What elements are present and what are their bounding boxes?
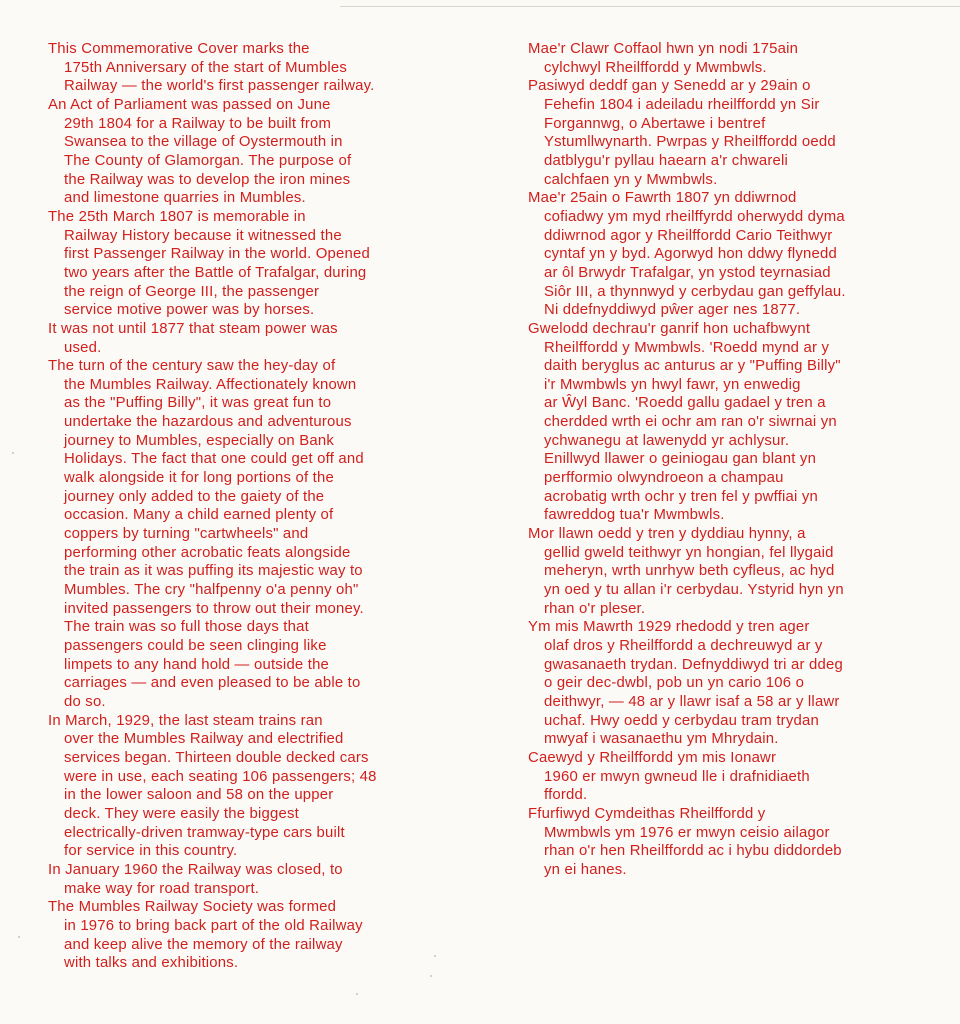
paper-speck	[356, 993, 358, 995]
english-paragraph: The 25th March 1807 is memorable in Railway History because it witnessed the first Passenger Railway in the world. Opened two years after the Battle of Trafalgar, during the reign of George III, the passenger service motive power was by horses.	[48, 208, 370, 319]
english-paragraph: In March, 1929, the last steam trains ran over the Mumbles Railway and electrified services began. Thirteen double decked cars were in use, each seating 106 passengers; 48 in the lower saloon and 58 on the upper deck. They were easily the biggest electrically-driven tramway-type cars built for service in this country.	[48, 712, 377, 860]
paper-speck	[18, 936, 20, 938]
english-paragraph: In January 1960 the Railway was closed, to make way for road transport.	[48, 861, 343, 897]
welsh-paragraph: Ym mis Mawrth 1929 rhedodd y tren ager olaf dros y Rheilffordd a dechreuwyd ar y gwasanaeth trydan. Defnyddiwyd tri ar ddeg o geir dec-dwbl, pob un yn cario 106 o deithwyr, — 48 ar y llawr isaf a 58 ar y llawr uchaf. Hwy oedd y cerbydau tram trydan mwyaf i wasanaethu ym Mhrydain.	[528, 619, 843, 748]
welsh-paragraph: Gwelodd dechrau'r ganrif hon uchafbwynt Rheilffordd y Mwmbwls. 'Roedd mynd ar y daith beryglus ac anturus ar y "Puffing Billy" i'r Mwmbwls yn hwyl fawr, yn enwedig ar Ŵyl Banc. 'Roedd gallu gadael y tren a cherdded wrth ei ochr am ran o'r siwrnai yn ychwanegu at lawenydd yr achlysur. Enillwyd llawer o geiniogau gan blant yn perfformio olwyndroeon a champau acrobatig wrth ochr y tren fel y pwffiai yn fawreddog tua'r Mwmbwls.	[528, 320, 841, 524]
paper-speck	[430, 975, 432, 977]
welsh-paragraph: Mae'r 25ain o Fawrth 1807 yn ddiwrnod cofiadwy ym myd rheilffyrdd oherwydd dyma ddiwrnod agor y Rheilffordd Cario Teithwyr cyntaf yn y byd. Agorwyd hon ddwy flynedd ar ôl Brwydr Trafalgar, yn ystod teyrnasiad Siôr III, a thynnwyd y cerbydau gan geffylau. Ni ddefnyddiwyd pŵer ager nes 1877.	[528, 190, 846, 319]
paper-speck	[12, 452, 14, 454]
welsh-paragraph: Ffurfiwyd Cymdeithas Rheilffordd y Mwmbwls ym 1976 er mwyn ceisio ailagor rhan o'r hen Rheilffordd ac i hybu diddordeb yn ei hanes.	[528, 805, 842, 878]
english-paragraph: It was not until 1877 that steam power was used.	[48, 320, 338, 356]
english-paragraph: The turn of the century saw the hey-day of the Mumbles Railway. Affectionately known as the "Puffing Billy", it was great fun to undertake the hazardous and adventurous journey to Mumbles, especially on Bank Holidays. The fact that one could get off and walk alongside it for long portions of the journey only added to the gaiety of the occasion. Many a child earned plenty of coppers by turning "cartwheels" and performing other acrobatic feats alongside the train as it was puffing its majestic way to Mumbles. The cry "halfpenny o'a penny oh" invited passengers to throw out their money. The train was so full those days that passengers could be seen clinging like limpets to any hand hold — outside the carriages — and even pleased to be able to do so.	[48, 358, 364, 710]
english-paragraph: An Act of Parliament was passed on June 29th 1804 for a Railway to be built from Swansea to the village of Oystermouth in The County of Glamorgan. The purpose of the Railway was to develop the iron mines and limestone quarries in Mumbles.	[48, 96, 352, 207]
welsh-paragraph: Caewyd y Rheilffordd ym mis Ionawr 1960 er mwyn gwneud lle i drafnidiaeth ffordd.	[528, 749, 810, 804]
english-paragraph: This Commemorative Cover marks the 175th Anniversary of the start of Mumbles Railway — the world's first passenger railway.	[48, 41, 375, 95]
welsh-text-column	[528, 40, 908, 880]
welsh-paragraph: Pasiwyd deddf gan y Senedd ar y 29ain o Fehefin 1804 i adeiladu rheilffordd yn Sir Forgannwg, o Abertawe i bentref Ystumllwynarth. Pwrpas y Rheilffordd oedd datblygu'r pyllau haearn a'r chwareli calchfaen yn y Mwmbwls.	[528, 78, 836, 188]
welsh-paragraph: Mor llawn oedd y tren y dyddiau hynny, a gellid gweld teithwyr yn hongian, fel llygaid meheryn, wrth unrhyw beth cyfleus, ac hyd yn oed y tu allan i'r cerbydau. Ystyrid hyn yn rhan o'r pleser.	[528, 526, 844, 617]
top-edge-rule	[340, 6, 960, 7]
welsh-paragraph: Mae'r Clawr Coffaol hwn yn nodi 175ain cylchwyl Rheilffordd y Mwmbwls.	[528, 41, 799, 76]
english-text-column	[48, 40, 430, 973]
english-paragraph: The Mumbles Railway Society was formed in 1976 to bring back part of the old Railway and keep alive the memory of the railway with talks and exhibitions.	[48, 899, 363, 972]
paper-speck	[434, 955, 436, 957]
